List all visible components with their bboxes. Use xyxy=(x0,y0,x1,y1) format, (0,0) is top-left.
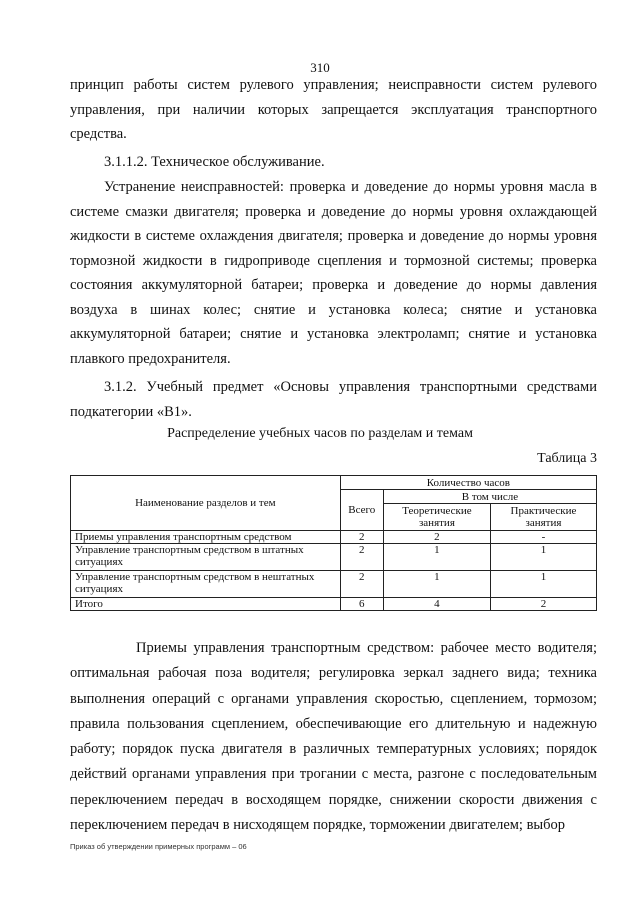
table-row-total xyxy=(71,598,597,611)
row-theory: 1 xyxy=(383,571,490,598)
total-theory: 4 xyxy=(383,598,490,611)
section-heading-subject: 3.1.2. Учебный предмет «Основы управления транспортными средствами подкатегории «В1». xyxy=(70,379,597,420)
total-name: Итого xyxy=(71,598,341,611)
header-including: В том числе xyxy=(383,490,596,504)
table-caption: Распределение учебных часов по разделам и темам xyxy=(167,426,473,441)
footer-note: Приказ об утверждении примерных программ – 06 xyxy=(70,842,247,851)
row-name: Управление транспортным средством в нештатных ситуациях xyxy=(71,571,341,598)
table-label: Таблица 3 xyxy=(537,451,597,466)
header-total: Всего xyxy=(340,490,383,531)
paragraph-maintenance: Устранение неисправностей: проверка и доведение до нормы уровня масла в системе смазки двигателя; проверка и доведение до нормы уровня охлаждающей жидкости в системе охлаждения двигателя; проверка и доведение до нормы уровня тормозной жидкости в гидроприводе сцепления и тормозной системы; проверка состояния аккумуляторной батареи; проверка и доведение до нормы давления воздуха в шинах колес; снятие и установка колеса; снятие и установка аккумуляторной батареи; снятие и установка электроламп; снятие и установка плавкого предохранителя. xyxy=(70,179,597,367)
row-total: 2 xyxy=(340,531,383,544)
section-heading-maintenance: 3.1.1.2. Техническое обслуживание. xyxy=(104,154,325,170)
hours-table xyxy=(70,475,597,611)
total-total: 6 xyxy=(340,598,383,611)
header-practice: Практические занятия xyxy=(490,504,596,531)
table-row xyxy=(71,571,597,598)
row-theory: 1 xyxy=(383,544,490,571)
table-row xyxy=(71,544,597,571)
row-name: Управление транспортным средством в штатных ситуациях xyxy=(71,544,341,571)
row-practice: 1 xyxy=(490,544,596,571)
paragraph-vehicle-control: Приемы управления транспортным средством: рабочее место водителя; оптимальная рабочая поза водителя; регулировка зеркал заднего вида; техника выполнения операций с органами управления скоростью, сцеплением, тормозом; правила пользования сцеплением, обеспечивающие его длительную и надежную работу; порядок пуска двигателя в различных температурных условиях; порядок действий органами управления при трогании с места, разгоне с последовательным переключением передач в восходящем порядке, снижении скорости движения с переключением передач в нисходящем порядке, торможении двигателем; выбор xyxy=(70,640,597,834)
table-row xyxy=(71,531,597,544)
row-practice: - xyxy=(490,531,596,544)
row-name: Приемы управления транспортным средством xyxy=(71,531,341,544)
row-total: 2 xyxy=(340,544,383,571)
row-total: 2 xyxy=(340,571,383,598)
paragraph-steering: принцип работы систем рулевого управления; неисправности систем рулевого управления, при наличии которых запрещается эксплуатация транспортного средства. xyxy=(70,77,597,142)
header-hours: Количество часов xyxy=(340,476,596,490)
page-number: 310 xyxy=(310,60,330,75)
row-theory: 2 xyxy=(383,531,490,544)
header-theory: Теоретические занятия xyxy=(383,504,490,531)
header-name: Наименование разделов и тем xyxy=(71,476,341,531)
total-practice: 2 xyxy=(490,598,596,611)
row-practice: 1 xyxy=(490,571,596,598)
